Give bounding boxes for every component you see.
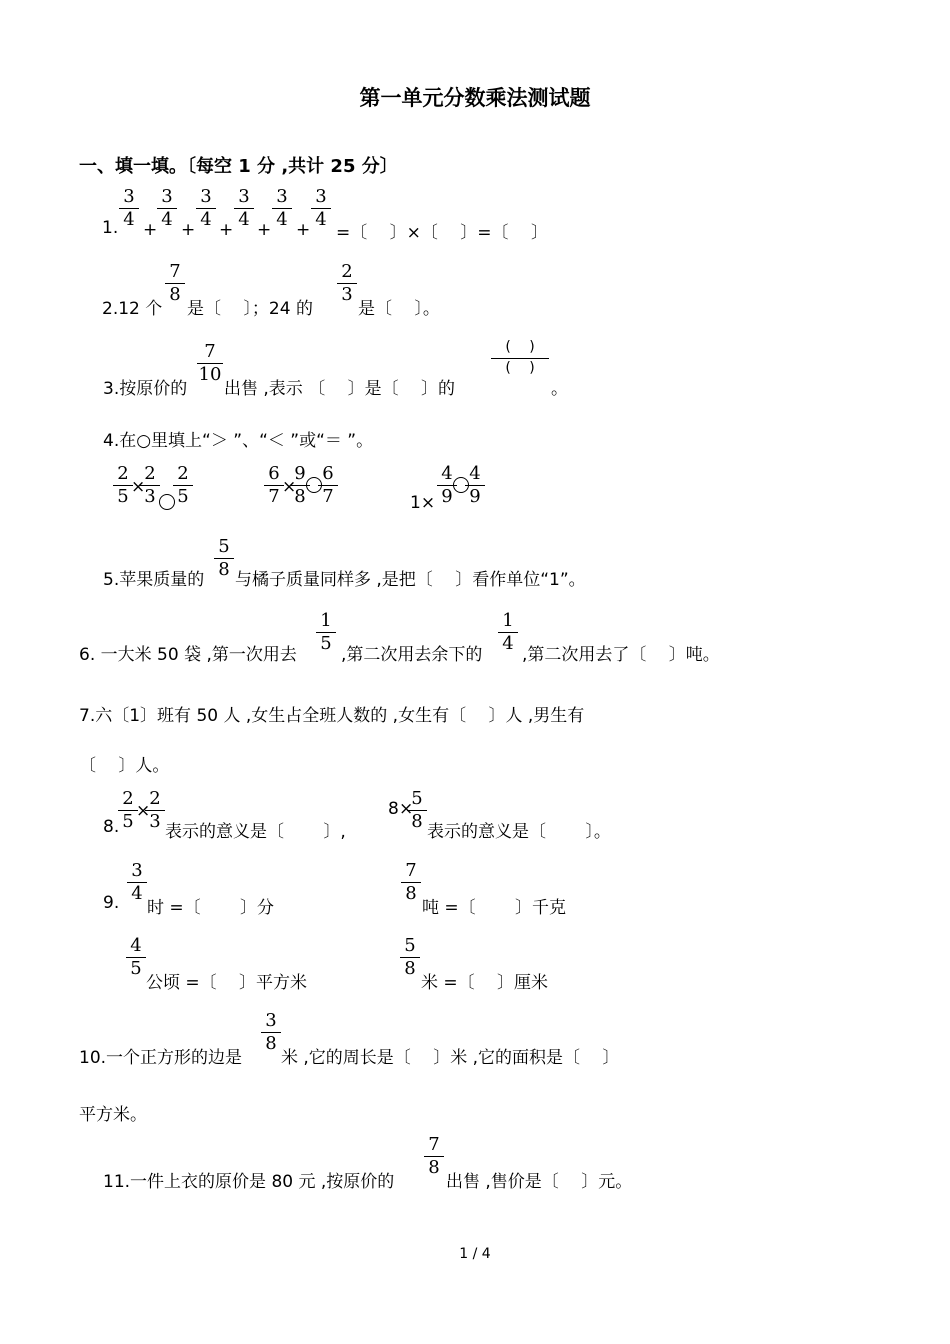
q1-fraction-1: $\frac{3}{4}$: [119, 186, 139, 231]
times-sign: ×: [131, 477, 146, 497]
q5-text-b: 与橘子质量同样多 ,是把〔 〕看作单位“1”。: [235, 570, 586, 590]
q11-fraction: $\frac{7}{8}$: [424, 1134, 444, 1179]
q1-number: 1.: [102, 218, 119, 238]
q4b-fraction-1: $\frac{6}{7}$: [264, 463, 284, 508]
q8-text-b: 表示的意义是〔 〕。: [427, 822, 611, 842]
q1-fraction-6: $\frac{3}{4}$: [311, 186, 331, 231]
q10-fraction: $\frac{3}{8}$: [261, 1010, 281, 1055]
page-title: 第一单元分数乘法测试题: [359, 86, 591, 110]
q1-answer-blanks: =〔 〕×〔 〕=〔 〕: [336, 223, 548, 243]
plus-sign: +: [296, 220, 311, 240]
q4b-fraction-3: $\frac{6}{7}$: [318, 463, 338, 508]
q8-fraction-2: $\frac{2}{3}$: [145, 788, 165, 833]
q5-fraction: $\frac{5}{8}$: [214, 536, 234, 581]
q3-text-c: 。: [551, 379, 568, 399]
q1-fraction-4: $\frac{3}{4}$: [234, 186, 254, 231]
q4a-fraction-2: $\frac{2}{3}$: [140, 463, 160, 508]
q4c-one-times: 1×: [410, 493, 436, 513]
q2-text-a: 2.12 个: [102, 299, 163, 319]
q4b-fraction-2: $\frac{9}{8}$: [290, 463, 310, 508]
q2-fraction-1: $\frac{7}{8}$: [165, 261, 185, 306]
q11-text-b: 出售 ,售价是〔 〕元。: [446, 1172, 633, 1192]
q9-fraction-2: $\frac{7}{8}$: [401, 860, 421, 905]
section-heading: 一、填一填。〔每空 1 分 ,共计 25 分〕: [79, 156, 398, 177]
q5-text-a: 5.苹果质量的: [103, 570, 205, 590]
page-number: 1 / 4: [459, 1246, 491, 1262]
q11-text-a: 11.一件上衣的原价是 80 元 ,按原价的: [103, 1172, 395, 1192]
q8-fraction-3: $\frac{5}{8}$: [407, 788, 427, 833]
plus-sign: +: [143, 220, 158, 240]
q6-fraction-1: $\frac{1}{5}$: [316, 610, 336, 655]
q10-text-a: 10.一个正方形的边是: [79, 1048, 243, 1068]
times-sign: ×: [282, 477, 297, 497]
plus-sign: +: [219, 220, 234, 240]
q4a-fraction-1: $\frac{2}{5}$: [113, 463, 133, 508]
times-sign: ×: [136, 801, 151, 821]
q8-text-a: 表示的意义是〔 〕,: [165, 822, 346, 842]
q1-fraction-2: $\frac{3}{4}$: [157, 186, 177, 231]
q4-instruction: 4.在○里填上“＞ ”、“＜ ”或“＝ ”。: [103, 431, 374, 451]
q6-text-b: ,第二次用去余下的: [341, 645, 483, 665]
q9-text-d: 米 =〔 〕厘米: [421, 973, 549, 993]
q9-text-c: 公顷 =〔 〕平方米: [146, 973, 308, 993]
q9-fraction-4: $\frac{5}{8}$: [400, 935, 420, 980]
q3-text-b: 出售 ,表示 〔 〕是〔 〕的: [224, 379, 456, 399]
q9-text-b: 吨 =〔 〕千克: [422, 898, 567, 918]
q4c-fraction-1: $\frac{4}{9}$: [437, 463, 457, 508]
q6-text-a: 6. 一大米 50 袋 ,第一次用去: [79, 645, 297, 665]
q2-fraction-2: $\frac{2}{3}$: [337, 261, 357, 306]
q3-text-a: 3.按原价的: [103, 379, 188, 399]
q6-text-c: ,第二次用去了〔 〕吨。: [522, 645, 720, 665]
q8-number: 8.: [103, 817, 120, 837]
q10-text-c: 平方米。: [79, 1105, 147, 1125]
times-sign: ×: [399, 799, 414, 819]
q2-text-b: 是〔 〕；24 的: [187, 299, 313, 319]
q9-text-a: 时 =〔 〕分: [147, 898, 275, 918]
q1-fraction-3: $\frac{3}{4}$: [196, 186, 216, 231]
q7-text-a: 7.六〔1〕班有 50 人 ,女生占全班人数的 ,女生有〔 〕人 ,男生有: [79, 706, 585, 726]
q3-fraction: $\frac{7}{10}$: [198, 341, 222, 385]
q1-fraction-5: $\frac{3}{4}$: [272, 186, 292, 231]
q3-blank-fraction: ( ) ( ): [491, 338, 549, 377]
q6-fraction-2: $\frac{1}{4}$: [498, 610, 518, 655]
plus-sign: +: [257, 220, 272, 240]
plus-sign: +: [181, 220, 196, 240]
q9-fraction-3: $\frac{4}{5}$: [126, 935, 146, 980]
q2-text-c: 是〔 〕。: [358, 299, 440, 319]
q9-number: 9.: [103, 893, 120, 913]
q8-fraction-1: $\frac{2}{5}$: [118, 788, 138, 833]
q9-fraction-1: $\frac{3}{4}$: [127, 860, 147, 905]
q4c-fraction-2: $\frac{4}{9}$: [465, 463, 485, 508]
q7-text-b: 〔 〕人。: [79, 756, 170, 776]
q4a-fraction-3: $\frac{2}{5}$: [173, 463, 193, 508]
q8-eight: 8: [388, 799, 399, 819]
q10-text-b: 米 ,它的周长是〔 〕米 ,它的面积是〔 〕: [281, 1048, 620, 1068]
